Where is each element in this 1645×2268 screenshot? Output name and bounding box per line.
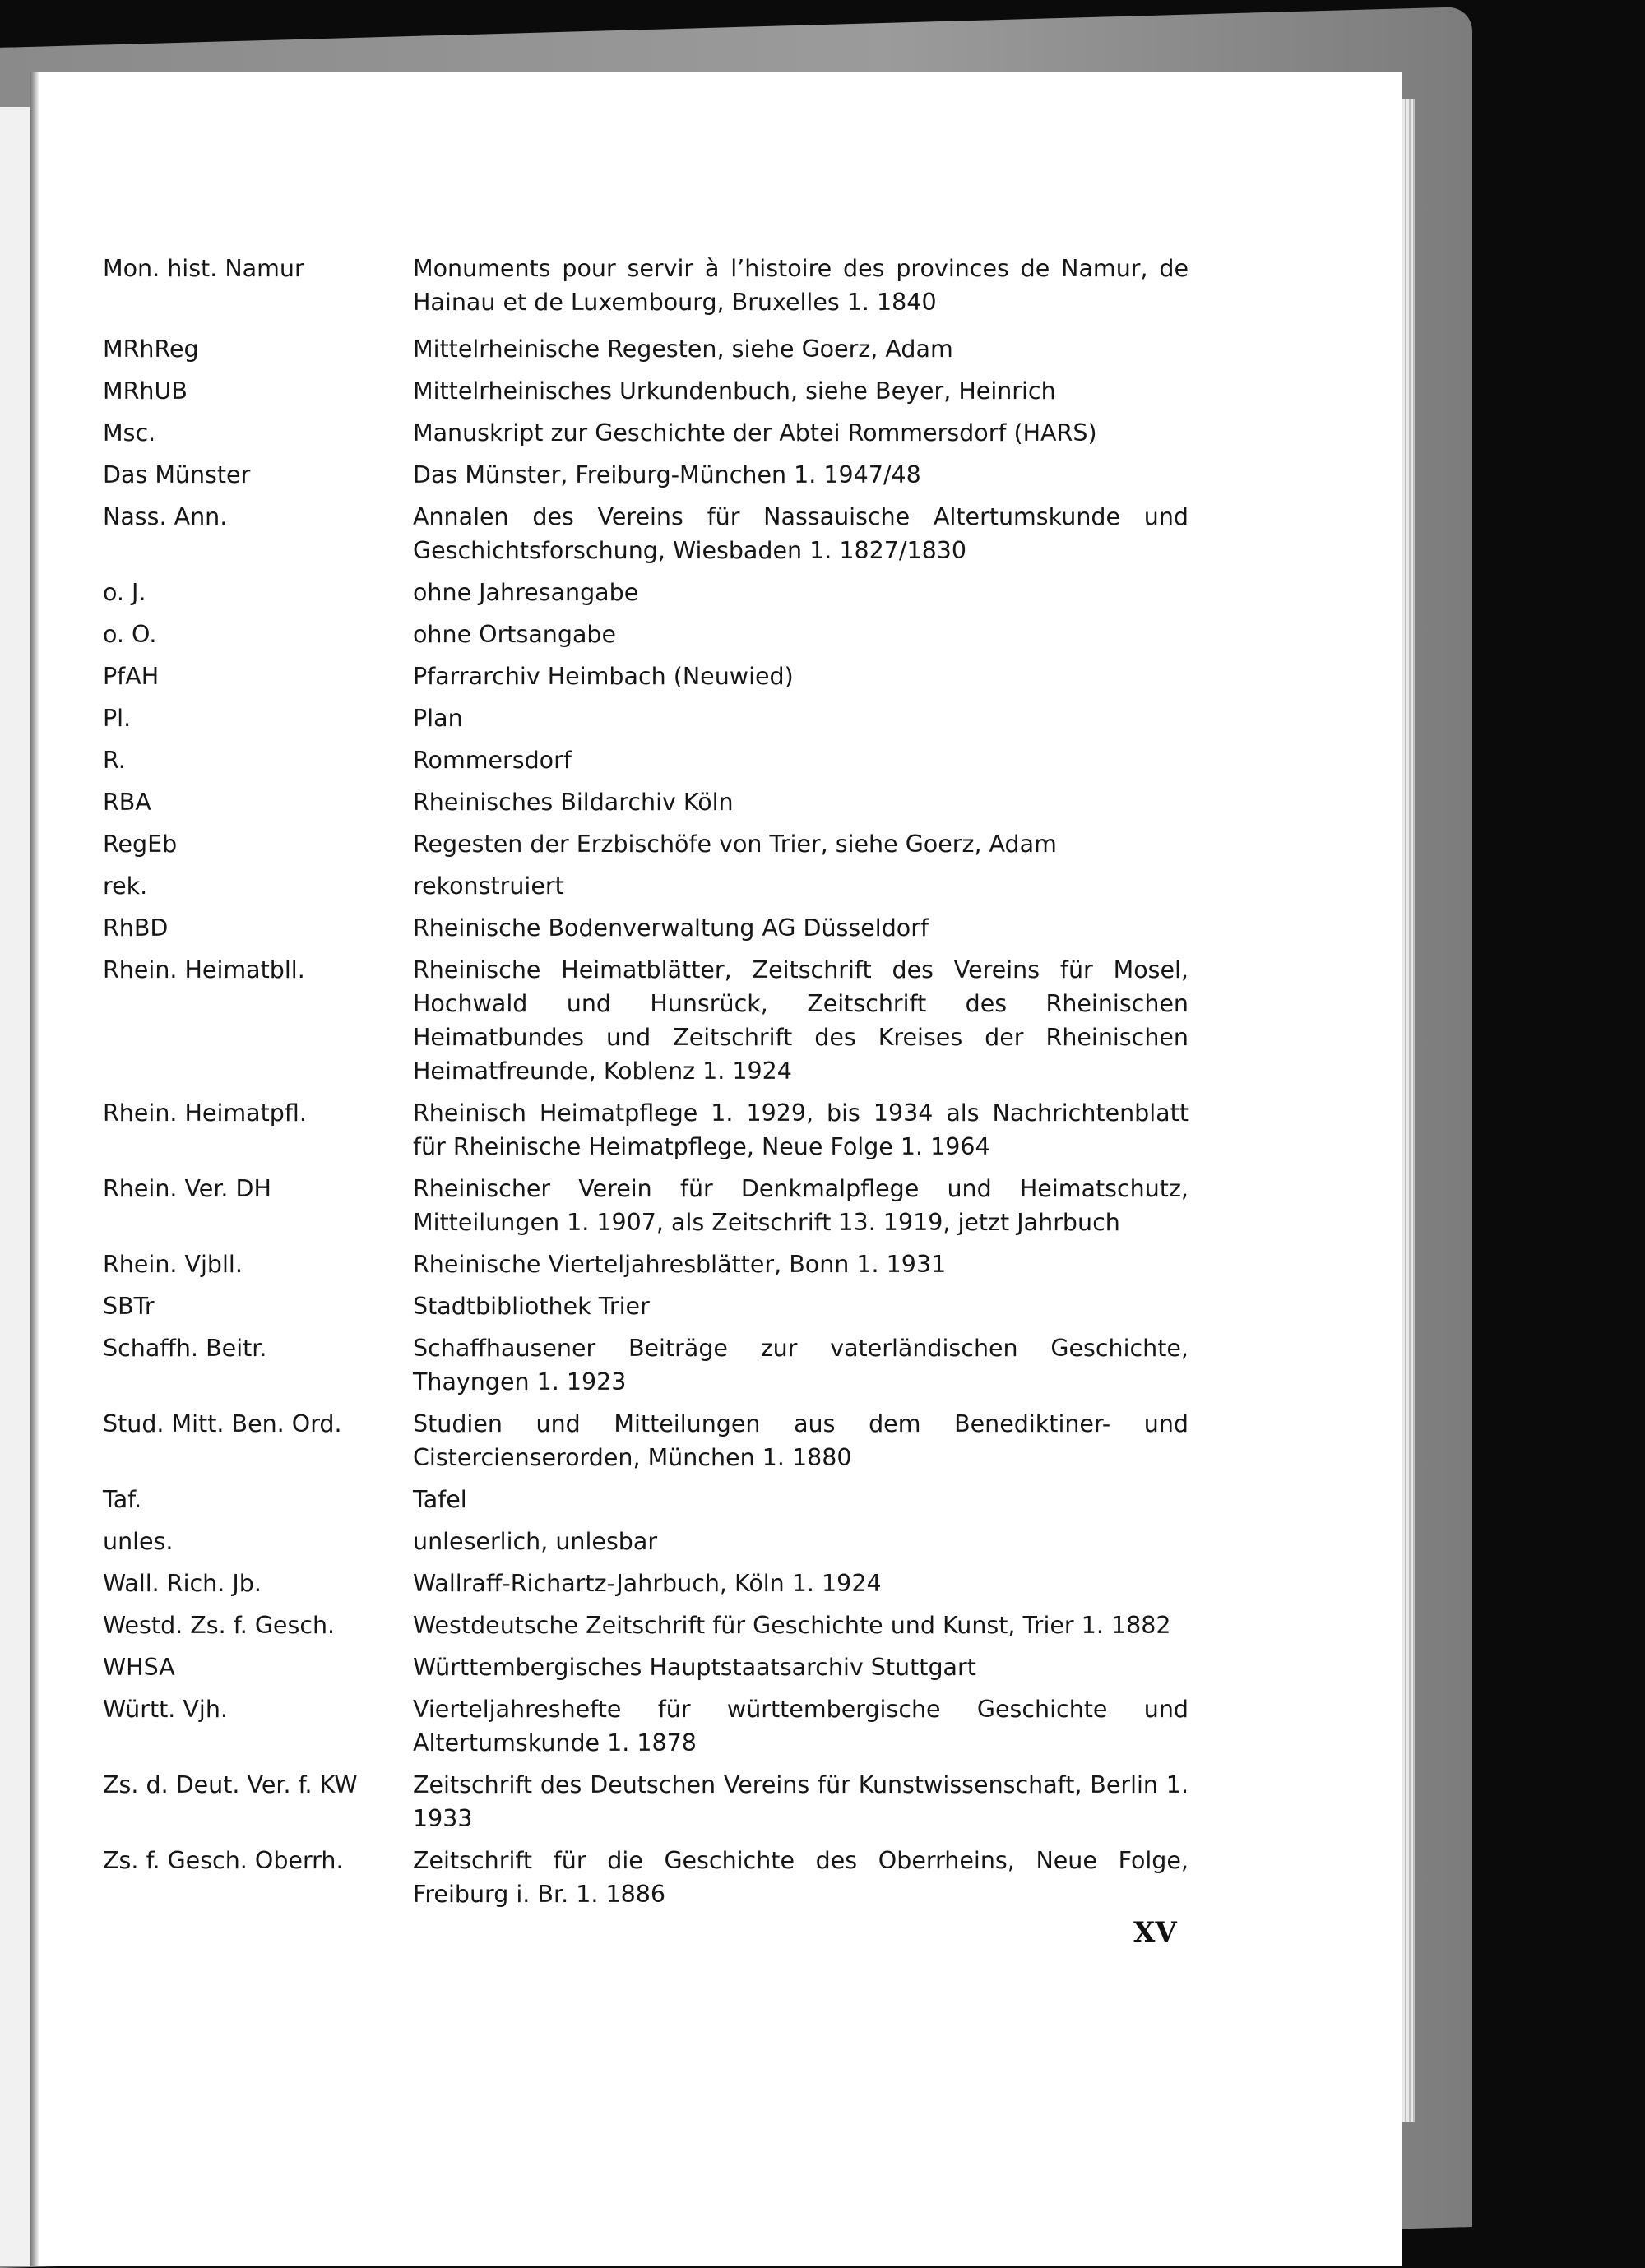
abbreviation-entry: [103, 1247, 1189, 1281]
abbreviation-description: Pfarrarchiv Heimbach (Neuwied): [413, 663, 794, 690]
abbreviation-description: unleserlich, unlesbar: [413, 1528, 658, 1555]
abbreviation: WHSA: [103, 1654, 175, 1681]
abbreviation-description: Rommersdorf: [413, 747, 572, 774]
abbreviation-entry: [103, 827, 1189, 861]
abbreviation-description: Das Münster, Freiburg-München 1. 1947/48: [413, 461, 921, 488]
abbreviation: Rhein. Ver. DH: [103, 1175, 271, 1202]
abbreviation-description: Mittelrheinische Regesten, siehe Goerz, Adam: [413, 336, 953, 363]
abbreviation-list: [103, 252, 1189, 1911]
abbreviation: Schaffh. Beitr.: [103, 1335, 267, 1362]
abbreviation: Rhein. Heimatbll.: [103, 956, 305, 984]
abbreviation-entry: [103, 1172, 1189, 1239]
abbreviation-entry: [103, 911, 1189, 945]
abbreviation-description: Rheinische Vierteljahresblätter, Bonn 1. 1931: [413, 1251, 947, 1278]
abbreviation: rek.: [103, 872, 148, 900]
abbreviation-entry: [103, 1407, 1189, 1474]
abbreviation: MRhReg: [103, 336, 199, 363]
abbreviation: Pl.: [103, 705, 132, 732]
abbreviation-description: Zeitschrift für die Geschichte des Oberrheins, Neue Folge, Freiburg i. Br. 1. 1886: [413, 1847, 1189, 1908]
abbreviation-entry: [103, 1331, 1189, 1399]
abbreviation: Das Münster: [103, 461, 251, 488]
abbreviation-description: Monuments pour servir à l’histoire des provinces de Namur, de Hainau et de Luxembourg, Bruxelles 1. 1840: [413, 255, 1189, 316]
abbreviation: Stud. Mitt. Ben. Ord.: [103, 1410, 342, 1437]
abbreviation-description: rekonstruiert: [413, 872, 564, 900]
abbreviation-description: ohne Ortsangabe: [413, 621, 617, 648]
abbreviation-description: Württembergisches Hauptstaatsarchiv Stuttgart: [413, 1654, 976, 1681]
abbreviation-entry: [103, 576, 1189, 609]
abbreviation: Westd. Zs. f. Gesch.: [103, 1612, 336, 1639]
abbreviation-entry: [103, 1096, 1189, 1164]
abbreviation-entry: [103, 953, 1189, 1088]
abbreviation-entry: [103, 1483, 1189, 1516]
abbreviation: Msc.: [103, 419, 156, 447]
abbreviation-description: Rheinisches Bildarchiv Köln: [413, 789, 734, 816]
abbreviation-entry: [103, 374, 1189, 408]
abbreviation: Taf.: [103, 1486, 142, 1513]
abbreviation-entry: [103, 1567, 1189, 1600]
abbreviation-description: Schaffhausener Beiträge zur vaterländischen Geschichte, Thayngen 1. 1923: [413, 1335, 1189, 1396]
abbreviation-entry: [103, 416, 1189, 450]
abbreviation: MRhUB: [103, 377, 188, 405]
abbreviation-entry: [103, 1525, 1189, 1558]
abbreviation-description: Studien und Mitteilungen aus dem Benediktiner- und Cistercienserorden, München 1. 1880: [413, 1410, 1189, 1471]
abbreviation-entry: [103, 1768, 1189, 1835]
abbreviation-entry: [103, 1692, 1189, 1760]
abbreviation: SBTr: [103, 1293, 155, 1320]
abbreviation-description: Manuskript zur Geschichte der Abtei Rommersdorf (HARS): [413, 419, 1097, 447]
abbreviation: Wall. Rich. Jb.: [103, 1570, 262, 1597]
abbreviation: Württ. Vjh.: [103, 1696, 228, 1723]
abbreviation-entry: [103, 660, 1189, 693]
abbreviation-description: Regesten der Erzbischöfe von Trier, siehe Goerz, Adam: [413, 831, 1057, 858]
abbreviation-entry: [103, 1844, 1189, 1911]
abbreviation: RegEb: [103, 831, 178, 858]
abbreviation-entry: [103, 618, 1189, 651]
abbreviation-entry: [103, 785, 1189, 819]
page-number: XV: [1133, 1916, 1177, 1949]
abbreviation-description: Zeitschrift des Deutschen Vereins für Kunstwissenschaft, Berlin 1. 1933: [413, 1771, 1189, 1832]
abbreviation-description: Rheinische Heimatblätter, Zeitschrift des Vereins für Mosel, Hochwald und Hunsrück, Zeitschrift des Rheinischen Heimatbundes und Zeitschrift des Kreises der Rheinischen Heimatfreunde, Koblenz 1. 1924: [413, 956, 1189, 1085]
abbreviation: PfAH: [103, 663, 160, 690]
abbreviation: Nass. Ann.: [103, 503, 228, 530]
abbreviation-description: Stadtbibliothek Trier: [413, 1293, 650, 1320]
abbreviation-entry: [103, 743, 1189, 777]
abbreviation: RBA: [103, 789, 151, 816]
abbreviation-description: Vierteljahreshefte für württembergische Geschichte und Altertumskunde 1. 1878: [413, 1696, 1189, 1757]
abbreviation-description: Rheinischer Verein für Denkmalpflege und Heimatschutz, Mitteilungen 1. 1907, als Zeitschrift 13. 1919, jetzt Jahrbuch: [413, 1175, 1189, 1236]
abbreviation-description: Rheinische Bodenverwaltung AG Düsseldorf: [413, 914, 929, 942]
page-gutter: [30, 72, 39, 2266]
abbreviation-description: ohne Jahresangabe: [413, 579, 639, 606]
abbreviation: Mon. hist. Namur: [103, 255, 304, 282]
abbreviation-entry: [103, 500, 1189, 567]
abbreviation: R.: [103, 747, 126, 774]
abbreviation-description: Westdeutsche Zeitschrift für Geschichte und Kunst, Trier 1. 1882: [413, 1612, 1171, 1639]
abbreviation-description: Mittelrheinisches Urkundenbuch, siehe Beyer, Heinrich: [413, 377, 1056, 405]
abbreviation: unles.: [103, 1528, 174, 1555]
abbreviation: o. J.: [103, 579, 146, 606]
abbreviation: o. O.: [103, 621, 157, 648]
abbreviation: RhBD: [103, 914, 169, 942]
abbreviation-description: Plan: [413, 705, 463, 732]
abbreviation-description: Annalen des Vereins für Nassauische Altertumskunde und Geschichtsforschung, Wiesbaden 1. 1827/1830: [413, 503, 1189, 564]
abbreviation-entry: [103, 701, 1189, 735]
abbreviation: Rhein. Vjbll.: [103, 1251, 243, 1278]
abbreviation-entry: [103, 458, 1189, 492]
abbreviation: Zs. d. Deut. Ver. f. KW: [103, 1771, 358, 1798]
abbreviation-entry: [103, 1289, 1189, 1323]
abbreviation-description: Tafel: [413, 1486, 467, 1513]
abbreviation-entry: [103, 1608, 1189, 1642]
abbreviation: Zs. f. Gesch. Oberrh.: [103, 1847, 344, 1874]
abbreviation-entry: [103, 869, 1189, 903]
abbreviation-entry: [103, 1650, 1189, 1684]
abbreviation-description: Wallraff-Richartz-Jahrbuch, Köln 1. 1924: [413, 1570, 882, 1597]
abbreviation-entry: [103, 332, 1189, 366]
abbreviation-entry: [103, 252, 1189, 319]
abbreviation-description: Rheinisch Heimatpflege 1. 1929, bis 1934 als Nachrichtenblatt für Rheinische Heimatpflege, Neue Folge 1. 1964: [413, 1099, 1189, 1160]
abbreviation: Rhein. Heimatpfl.: [103, 1099, 307, 1127]
